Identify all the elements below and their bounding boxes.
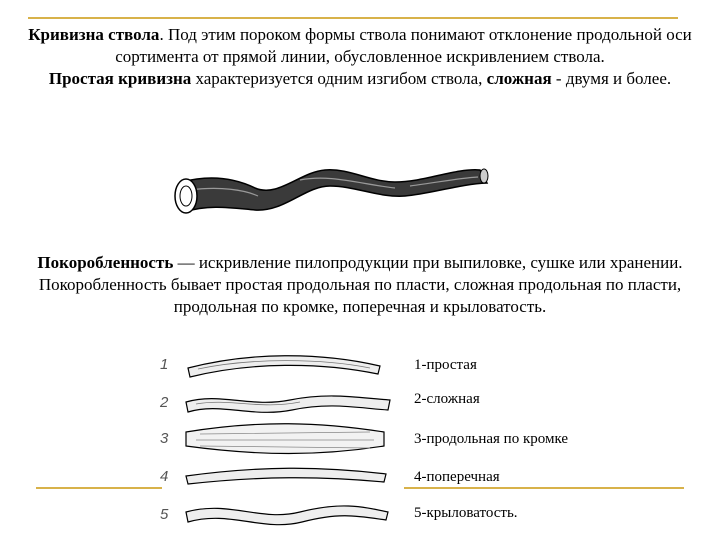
figure-number-1: 1 <box>160 356 169 373</box>
figure-number-2: 2 <box>160 394 169 411</box>
legend-edge: 3-продольная по кромке <box>414 431 569 447</box>
warping-text: — искривление пилопродукции при выпиловке, сушке или хранении. Покоробленность бывает простая продольная по пласти, сложная продольная по пласти, продольная по кромке, поперечная и крыловатость. <box>38 253 683 316</box>
legend-simple: 1-простая <box>414 357 477 373</box>
board-transverse-image <box>186 468 386 484</box>
legend-transverse: 4-поперечная <box>414 469 500 485</box>
stem-curvature-term: Кривизна ствола <box>28 25 160 44</box>
simple-curvature-term: Простая кривизна <box>48 69 192 88</box>
curved-log-image <box>175 169 488 213</box>
figure-number-4: 4 <box>160 468 169 485</box>
legend-complex: 2-сложная <box>414 391 480 407</box>
board-complex-image <box>186 396 390 412</box>
warping-term: Покоробленность <box>37 253 174 272</box>
figure-number-5: 5 <box>160 506 169 523</box>
board-edge-image <box>186 424 384 454</box>
stem-curvature-definition: . Под этим пороком формы ствола понимают отклонение продольной оси сортимента от прямой линии, обусловленное искривлением ствола. <box>115 25 692 66</box>
complex-curvature-text: - двумя и более. <box>551 69 672 88</box>
warping-paragraph <box>30 252 690 318</box>
figure-number-3: 3 <box>160 430 169 447</box>
board-simple-image <box>188 356 380 377</box>
board-winged-image <box>186 506 388 525</box>
legend-winged: 5-крыловатость. <box>414 505 518 521</box>
complex-curvature-term: сложная <box>486 69 552 88</box>
simple-curvature-text: характеризуется одним изгибом ствола, <box>191 69 487 88</box>
